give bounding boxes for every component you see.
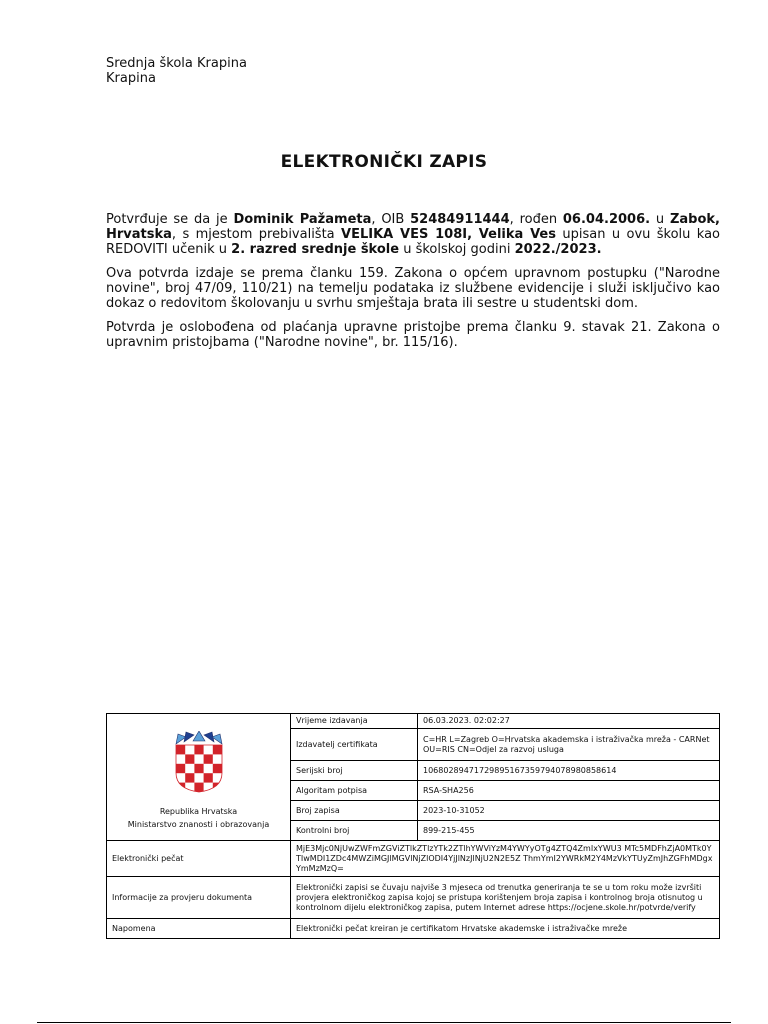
text-fragment: Potvrđuje se da je <box>106 212 234 227</box>
table-row <box>107 841 720 877</box>
birth-place: Zabok, Hrvatska <box>106 212 720 242</box>
label-issue-time: Vrijeme izdavanja <box>291 714 418 729</box>
footer-divider <box>37 1022 731 1023</box>
value-control-number: 899-215-455 <box>418 821 720 841</box>
grade: 2. razred srednje škole <box>231 242 400 257</box>
label-serial-number: Serijski broj <box>291 761 418 781</box>
student-name: Dominik Pažameta <box>233 212 372 227</box>
value-signature-algorithm: RSA-SHA256 <box>418 781 720 801</box>
text-fragment: u <box>650 212 670 227</box>
school-year: 2022./2023. <box>514 242 602 257</box>
label-certificate-issuer: Izdavatelj certifikata <box>291 729 418 761</box>
oib-value: 52484911444 <box>410 212 510 227</box>
label-electronic-seal: Elektronički pečat <box>107 841 291 877</box>
text-fragment: , rođen <box>509 212 563 227</box>
document-title: ELEKTRONIČKI ZAPIS <box>280 152 488 172</box>
document-body <box>106 212 720 359</box>
text-fragment: u školskoj godini <box>399 242 515 257</box>
confirmation-paragraph <box>106 212 720 257</box>
text-fragment: upisan u ovu školu kao REDOVITI učenik u <box>106 227 721 257</box>
school-city: Krapina <box>106 71 156 86</box>
residence: VELIKA VES 108I, Velika Ves <box>341 227 556 242</box>
label-note: Napomena <box>107 919 291 939</box>
table-row <box>107 919 720 939</box>
value-note: Elektronički pečat kreiran je certifikatom Hrvatske akademske i istraživačke mreže <box>291 919 720 939</box>
country-name: Republika Hrvatska <box>159 806 238 816</box>
label-control-number: Kontrolni broj <box>291 821 418 841</box>
legal-basis-paragraph: Ova potvrda izdaje se prema članku 159. Zakona o općem upravnom postupku ("Narodne novine", broj 47/09, 110/21) na temelju podataka iz službene evidencije i služi isključivo kao dokaz o redovitom školovanju u svrhu smještaja brata ili sestre u studentski dom. <box>106 266 720 311</box>
value-electronic-seal: MjE3Mjc0NjUwZWFmZGViZTlkZTlzYTk2ZTlhYWViYzM4YWYyOTg4ZTQ4ZmIxYWU3 MTc5MDFhZjA0MTk0YTIwMDI1ZDc4MWZiMGJlMGVlNjZlODI4YjJlNzJlNjU2N2E5Z ThmYmI2YWRkM2Y4MzVkYTUyZmJhZGFhMDgxYmMzMzQ= <box>291 841 720 877</box>
table-row <box>107 714 720 729</box>
ministry-name: Ministarstvo znanosti i obrazovanja <box>127 819 270 829</box>
label-record-number: Broj zapisa <box>291 801 418 821</box>
text-fragment: , s mjestom prebivališta <box>171 227 342 242</box>
fee-exemption-paragraph: Potvrda je oslobođena od plaćanja upravne pristojbe prema članku 9. stavak 21. Zakona o upravnim pristojbama ("Narodne novine", br. 115/16). <box>106 320 720 350</box>
school-header <box>106 56 247 86</box>
croatian-coat-of-arms-icon <box>172 731 226 793</box>
value-certificate-issuer: C=HR L=Zagreb O=Hrvatska akademska i istraživačka mreža - CARNet OU=RIS CN=Odjel za razvoj usluga <box>418 729 720 761</box>
label-signature-algorithm: Algoritam potpisa <box>291 781 418 801</box>
electronic-record-table <box>106 713 720 939</box>
value-record-number: 2023-10-31052 <box>418 801 720 821</box>
value-issue-time: 06.03.2023. 02:02:27 <box>418 714 720 729</box>
issuer-cell <box>107 714 291 841</box>
value-serial-number: 106802894717298951673597940789808586​14 <box>418 761 720 781</box>
value-verification-info: Elektronički zapisi se čuvaju najviše 3 mjeseca od trenutka generiranja te se u tom roku može izvršiti provjera elektroničkog zapisa kojoj se pristupa korištenjem broja zapisa i kontrolnog broja otisnutog u kontrolnom dijelu elektroničkog zapisa, putem Internet adrese https://ocjene.skole.hr/potvrde/verify <box>291 877 720 919</box>
label-verification-info: Informacije za provjeru dokumenta <box>107 877 291 919</box>
birth-date: 06.04.2006. <box>562 212 651 227</box>
school-name: Srednja škola Krapina <box>106 56 247 71</box>
text-fragment: , OIB <box>371 212 411 227</box>
table-row <box>107 877 720 919</box>
